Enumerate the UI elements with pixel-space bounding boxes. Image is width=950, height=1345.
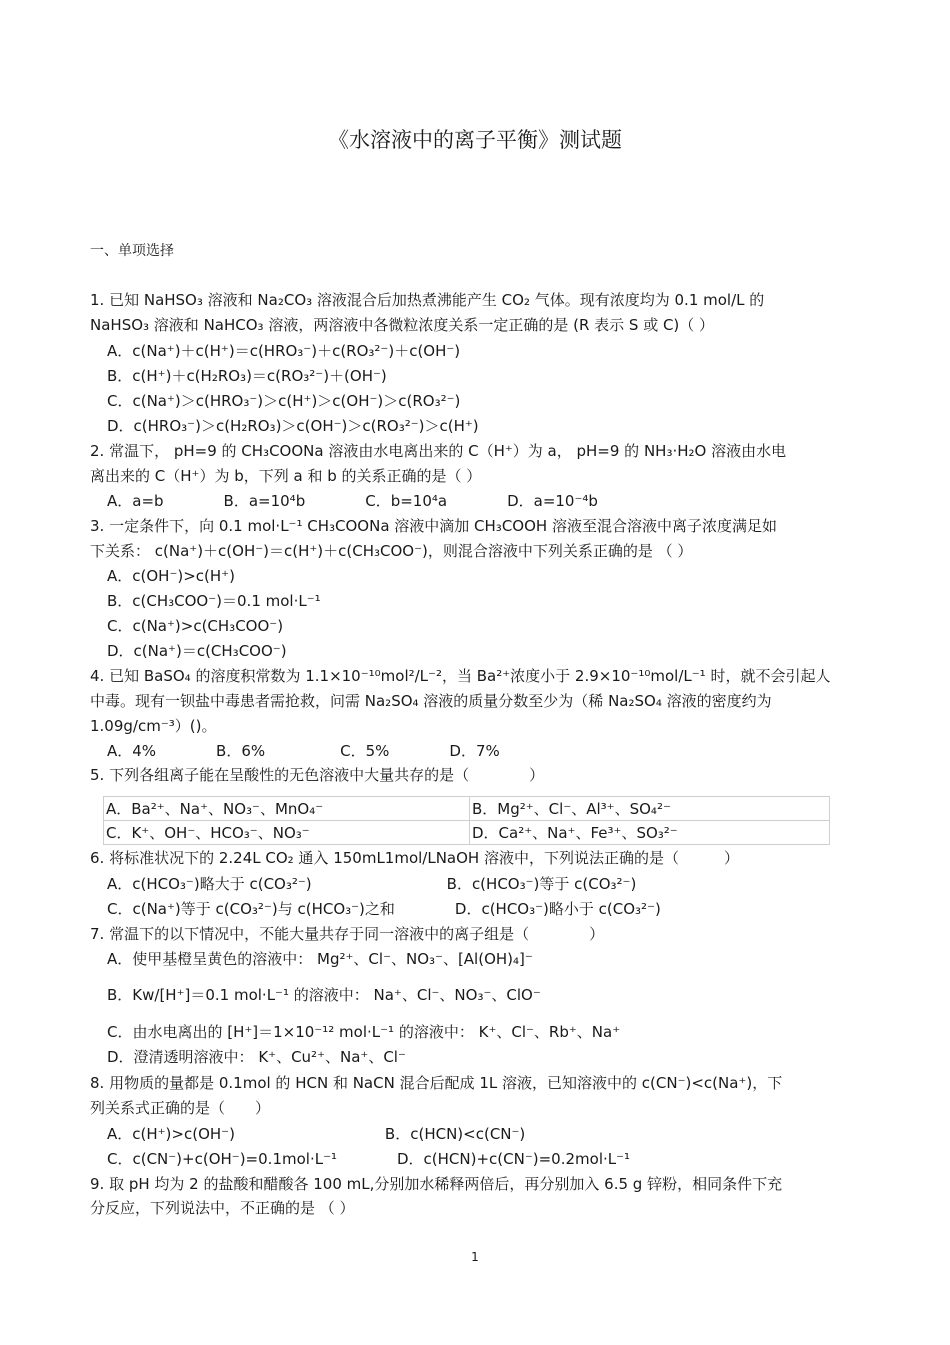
q1-option-a: A．c(Na⁺)＋c(H⁺)＝c(HRO₃⁻)＋c(RO₃²⁻)＋c(OH⁻) — [107, 342, 461, 360]
q3-stem-line2: 下关系： c(Na⁺)＋c(OH⁻)＝c(H⁺)＋c(CH₃COO⁻)，则混合溶液中下列关系正确的是 （ ） — [90, 542, 693, 560]
q7-option-b: B．Kw/[H⁺]＝0.1 mol·L⁻¹ 的溶液中： Na⁺、Cl⁻、NO₃⁻、ClO⁻ — [107, 986, 541, 1004]
q7-option-c: C．由水电离出的 [H⁺]＝1×10⁻¹² mol·L⁻¹ 的溶液中： K⁺、Cl⁻、Rb⁺、Na⁺ — [107, 1023, 621, 1041]
q5-option-c: C．K⁺、OH⁻、HCO₃⁻、NO₃⁻ — [104, 821, 470, 845]
q2-options: A．a=b B．a=10⁴b C．b=10⁴a D．a=10⁻⁴b — [107, 492, 598, 510]
q6-options-ab: A．c(HCO₃⁻)略大于 c(CO₃²⁻) B．c(HCO₃⁻)等于 c(CO₃²⁻) — [107, 875, 637, 893]
q1-option-b: B．c(H⁺)＋c(H₂RO₃)＝c(RO₃²⁻)＋(OH⁻) — [107, 367, 387, 385]
q8-options-cd: C．c(CN⁻)+c(OH⁻)=0.1mol·L⁻¹ D．c(HCN)+c(CN⁻)=0.2mol·L⁻¹ — [107, 1150, 631, 1168]
q6-options-cd: C．c(Na⁺)等于 c(CO₃²⁻)与 c(HCO₃⁻)之和 D．c(HCO₃⁻)略小于 c(CO₃²⁻) — [107, 900, 661, 918]
q3-option-b: B．c(CH₃COO⁻)＝0.1 mol·L⁻¹ — [107, 592, 321, 610]
page-number: 1 — [471, 1250, 479, 1264]
q5-option-b: B．Mg²⁺、Cl⁻、Al³⁺、SO₄²⁻ — [470, 797, 830, 821]
q8-options-ab: A．c(H⁺)>c(OH⁻) B．c(HCN)<c(CN⁻) — [107, 1125, 526, 1143]
q5-option-d: D．Ca²⁺、Na⁺、Fe³⁺、SO₃²⁻ — [470, 821, 830, 845]
q1-stem-line1: 1. 已知 NaHSO₃ 溶液和 Na₂CO₃ 溶液混合后加热煮沸能产生 CO₂ 气体。现有浓度均为 0.1 mol/L 的 — [90, 291, 765, 309]
q7-stem: 7. 常温下的以下情况中，不能大量共存于同一溶液中的离子组是（ ） — [90, 925, 605, 943]
q4-options: A．4% B．6% C．5% D．7% — [107, 742, 500, 760]
q1-option-c: C．c(Na⁺)＞c(HRO₃⁻)＞c(H⁺)＞c(OH⁻)＞c(RO₃²⁻) — [107, 392, 461, 410]
q4-stem-line3: 1.09g/cm⁻³）()。 — [90, 717, 217, 735]
q8-stem-line1: 8. 用物质的量都是 0.1mol 的 HCN 和 NaCN 混合后配成 1L 溶液，已知溶液中的 c(CN⁻)<c(Na⁺)，下 — [90, 1074, 783, 1092]
q8-stem-line2: 列关系式正确的是（ ） — [90, 1099, 271, 1117]
q9-stem-line2: 分反应，下列说法中，不正确的是 （ ） — [90, 1199, 355, 1217]
q5-stem: 5. 下列各组离子能在呈酸性的无色溶液中大量共存的是（ ） — [90, 766, 545, 784]
section-heading: 一、单项选择 — [90, 243, 174, 259]
q7-option-d: D．澄清透明溶液中： K⁺、Cu²⁺、Na⁺、Cl⁻ — [107, 1048, 406, 1066]
q7-option-a: A．使甲基橙呈黄色的溶液中： Mg²⁺、Cl⁻、NO₃⁻、[Al(OH)₄]⁻ — [107, 950, 533, 968]
q9-stem-line1: 9. 取 pH 均为 2 的盐酸和醋酸各 100 mL,分别加水稀释两倍后，再分别加入 6.5 g 锌粉，相同条件下充 — [90, 1175, 783, 1193]
q3-stem-line1: 3. 一定条件下，向 0.1 mol·L⁻¹ CH₃COONa 溶液中滴加 CH₃COOH 溶液至混合溶液中离子浓度满足如 — [90, 517, 777, 535]
q5-options-table — [103, 796, 830, 845]
q1-stem-line2: NaHSO₃ 溶液和 NaHCO₃ 溶液，两溶液中各微粒浓度关系一定正确的是 (R 表示 S 或 C)（ ） — [90, 316, 715, 334]
q6-stem: 6. 将标准状况下的 2.24L CO₂ 通入 150mL1mol/LNaOH 溶液中，下列说法正确的是（ ） — [90, 849, 739, 867]
q1-option-d: D．c(HRO₃⁻)＞c(H₂RO₃)＞c(OH⁻)＞c(RO₃²⁻)＞c(H⁺) — [107, 417, 479, 435]
q5-option-a: A．Ba²⁺、Na⁺、NO₃⁻、MnO₄⁻ — [104, 797, 470, 821]
q4-stem-line2: 中毒。现有一钡盐中毒患者需抢救，问需 Na₂SO₄ 溶液的质量分数至少为（稀 Na₂SO₄ 溶液的密度约为 — [90, 692, 772, 710]
q3-option-d: D．c(Na⁺)＝c(CH₃COO⁻) — [107, 642, 287, 660]
q3-option-a: A．c(OH⁻)>c(H⁺) — [107, 567, 235, 585]
q4-stem-line1: 4. 已知 BaSO₄ 的溶度积常数为 1.1×10⁻¹⁰mol²/L⁻²，当 Ba²⁺浓度小于 2.9×10⁻¹⁰mol/L⁻¹ 时，就不会引起人 — [90, 667, 831, 685]
q2-stem-line1: 2. 常温下， pH=9 的 CH₃COONa 溶液由水电离出来的 C（H⁺）为 a， pH=9 的 NH₃·H₂O 溶液由水电 — [90, 442, 787, 460]
q3-option-c: C．c(Na⁺)>c(CH₃COO⁻) — [107, 617, 284, 635]
table-row — [104, 821, 830, 845]
document-title: 《水溶液中的离子平衡》测试题 — [328, 128, 622, 152]
q2-stem-line2: 离出来的 C（H⁺）为 b，下列 a 和 b 的关系正确的是（ ） — [90, 467, 482, 485]
table-row — [104, 797, 830, 821]
